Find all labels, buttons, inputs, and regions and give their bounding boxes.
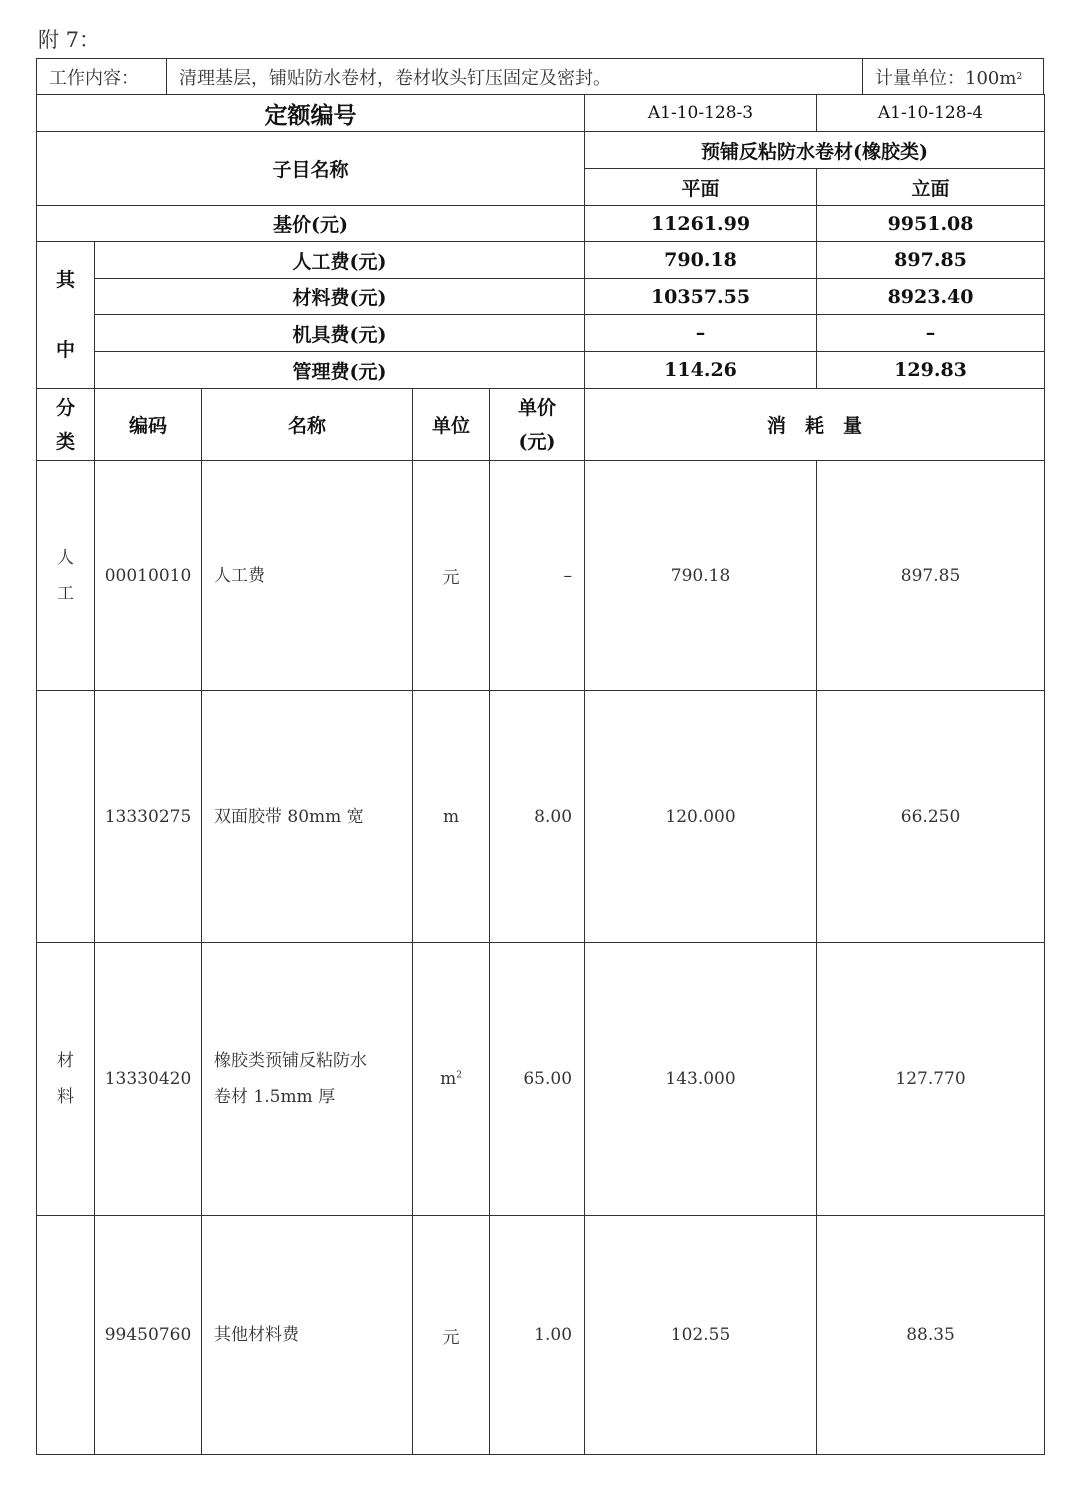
cost-label: 材料费(元) bbox=[95, 279, 585, 315]
cost-value: 8923.40 bbox=[817, 279, 1045, 315]
name-cell bbox=[202, 461, 413, 691]
unit-cell bbox=[413, 1216, 490, 1455]
base-price-value: 9951.08 bbox=[817, 206, 1045, 242]
cost-label: 机具费(元) bbox=[95, 315, 585, 352]
cost-value: 10357.55 bbox=[585, 279, 817, 315]
cost-label: 人工费(元) bbox=[95, 242, 585, 279]
category-cell bbox=[37, 1216, 95, 1455]
price-cell: 65.00 bbox=[490, 943, 585, 1216]
price-cell: – bbox=[490, 461, 585, 691]
name-line-1: 双面胶带 80mm 宽 bbox=[214, 806, 364, 827]
cost-value: 897.85 bbox=[817, 242, 1045, 279]
cost-value: – bbox=[585, 315, 817, 352]
code-cell: 13330420 bbox=[95, 943, 202, 1216]
category-cell bbox=[37, 691, 95, 943]
quota-code: A1-10-128-4 bbox=[817, 95, 1045, 132]
unit-text: m bbox=[440, 1069, 457, 1089]
header-price-1: 单价 bbox=[518, 396, 557, 419]
base-price-value: 11261.99 bbox=[585, 206, 817, 242]
consumption-flat: 102.55 bbox=[585, 1216, 817, 1455]
header-category-2: 类 bbox=[55, 430, 75, 453]
unit-text: 元 bbox=[442, 568, 460, 588]
item-name: 预铺反粘防水卷材(橡胶类) bbox=[585, 132, 1045, 169]
category-cell bbox=[37, 461, 95, 691]
name-cell bbox=[202, 943, 413, 1216]
item-label: 子目名称 bbox=[37, 132, 585, 206]
header-category bbox=[37, 389, 95, 461]
consumption-vertical: 66.250 bbox=[817, 691, 1045, 943]
cost-value: 129.83 bbox=[817, 352, 1045, 389]
work-content-text: 清理基层，铺贴防水卷材，卷材收头钉压固定及密封。 bbox=[167, 59, 863, 94]
name-line-1: 橡胶类预铺反粘防水 bbox=[214, 1051, 367, 1071]
unit-cell bbox=[413, 943, 490, 1216]
table-row bbox=[37, 691, 1045, 943]
code-cell: 13330275 bbox=[95, 691, 202, 943]
name-cell bbox=[202, 691, 413, 943]
base-price-label: 基价(元) bbox=[37, 206, 585, 242]
consumption-vertical: 127.770 bbox=[817, 943, 1045, 1216]
category-1: 人 bbox=[57, 547, 74, 568]
quota-code: A1-10-128-3 bbox=[585, 95, 817, 132]
table-row bbox=[37, 461, 1045, 691]
category-cell bbox=[37, 943, 95, 1216]
header-price-2: (元) bbox=[518, 430, 556, 453]
among-label bbox=[37, 242, 95, 389]
among-label-2: 中 bbox=[55, 339, 75, 361]
table-row bbox=[37, 1216, 1045, 1455]
quota-table bbox=[36, 94, 1045, 1455]
header-name: 名称 bbox=[202, 389, 413, 461]
cost-value: – bbox=[817, 315, 1045, 352]
unit-cell bbox=[413, 691, 490, 943]
consumption-vertical: 88.35 bbox=[817, 1216, 1045, 1455]
appendix-title: 附 7： bbox=[38, 28, 101, 52]
category-2: 工 bbox=[57, 583, 74, 604]
variant: 平面 bbox=[585, 169, 817, 206]
measure-unit-label: 计量单位：100m bbox=[875, 67, 1017, 89]
code-cell: 99450760 bbox=[95, 1216, 202, 1455]
consumption-vertical: 897.85 bbox=[817, 461, 1045, 691]
consumption-flat: 790.18 bbox=[585, 461, 817, 691]
header-code: 编码 bbox=[95, 389, 202, 461]
consumption-flat: 120.000 bbox=[585, 691, 817, 943]
unit-text: m bbox=[442, 806, 460, 827]
name-cell bbox=[202, 1216, 413, 1455]
header-consumption: 消 耗 量 bbox=[585, 389, 1045, 461]
price-cell: 1.00 bbox=[490, 1216, 585, 1455]
price-cell: 8.00 bbox=[490, 691, 585, 943]
cost-label: 管理费(元) bbox=[95, 352, 585, 389]
header-category-1: 分 bbox=[55, 396, 75, 419]
measure-unit bbox=[863, 59, 1043, 94]
measure-unit-sup: 2 bbox=[1016, 71, 1023, 82]
header-unit: 单位 bbox=[413, 389, 490, 461]
unit-sup: 2 bbox=[456, 1070, 462, 1081]
header-price bbox=[490, 389, 585, 461]
category-2: 料 bbox=[57, 1087, 74, 1107]
work-content-label: 工作内容： bbox=[37, 59, 167, 94]
name-line-2: 卷材 1.5mm 厚 bbox=[214, 1087, 336, 1107]
name-line-1: 人工费 bbox=[214, 565, 265, 586]
code-cell: 00010010 bbox=[95, 461, 202, 691]
consumption-flat: 143.000 bbox=[585, 943, 817, 1216]
among-label-1: 其 bbox=[55, 269, 75, 291]
unit-text: 元 bbox=[442, 1327, 460, 1348]
cost-value: 790.18 bbox=[585, 242, 817, 279]
name-line-1: 其他材料费 bbox=[214, 1325, 299, 1345]
work-content-row bbox=[36, 58, 1044, 95]
table-row bbox=[37, 943, 1045, 1216]
unit-cell bbox=[413, 461, 490, 691]
cost-value: 114.26 bbox=[585, 352, 817, 389]
variant: 立面 bbox=[817, 169, 1045, 206]
quota-label: 定额编号 bbox=[37, 95, 585, 132]
category-1: 材 bbox=[57, 1051, 74, 1071]
